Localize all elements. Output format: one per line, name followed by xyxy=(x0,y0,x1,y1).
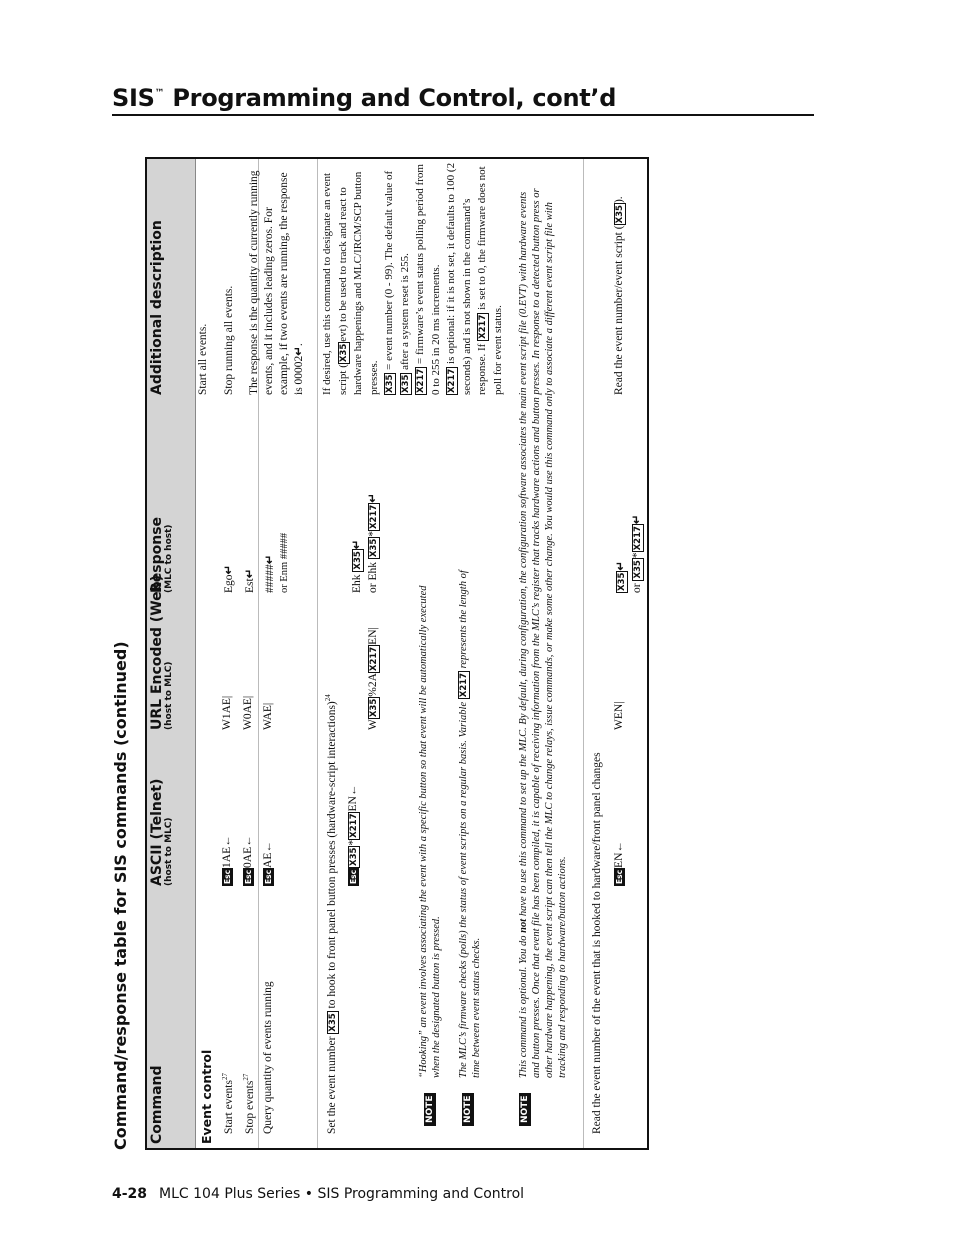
row-divider xyxy=(317,159,318,1148)
resp-query-events-alt: or Enm ##### xyxy=(279,532,290,593)
ascii-read-event: EscEN ← xyxy=(613,841,625,886)
note-optional: This command is optional. You do not have to use this command to set up the MLC. By default, during configuration, the configuration software associates the main event script file (0.EVT) with hardware events and button presses. Once that event file has been compiled, it is capable of receiving information from the MLC’s register that tracks hardware actions and button presses. In response to a detected button press or other hardware happening, the event script can then tell the MLC to change relays, issue commands, or make some other change. You would use this command only to associate a different event script file with tracking and responding to hardware/button actions. xyxy=(518,188,568,1078)
desc-stop-events: Stop running all events. xyxy=(223,285,235,395)
url-stop-events: W0AE| xyxy=(242,695,254,730)
ascii-set-event: EscX35*X217EN ← xyxy=(347,785,360,886)
header-response: Response (MLC to host) xyxy=(149,516,174,593)
page-number: 4-28 xyxy=(112,1186,148,1202)
desc-read-event: Read the event number/event script (X35). xyxy=(613,196,625,395)
page-title: SIS™ Programming and Control, cont’d xyxy=(112,84,617,112)
desc-start-events: Start all events. xyxy=(197,323,209,395)
cmd-stop-events: Stop events$^{27}$ xyxy=(242,1073,256,1134)
note-hooking: “Hooking” an event involves associating the event with a specific button so that event will be automatically executed when the designated button is pressed. xyxy=(418,585,442,1078)
url-start-events: W1AE| xyxy=(221,695,233,730)
resp-read-event-alt: or X35*X217 ↵ xyxy=(629,514,644,593)
ascii-query-events: EscAE ← xyxy=(262,841,274,886)
note-badge: NOTE xyxy=(519,1093,531,1126)
resp-stop-events: Est ↵ xyxy=(242,569,256,593)
note-badge: NOTE xyxy=(462,1093,474,1126)
command-table xyxy=(145,157,649,1150)
title-rule xyxy=(112,114,814,116)
header-description: Additional description xyxy=(149,220,165,395)
resp-read-event: X35 ↵ xyxy=(613,561,628,593)
table-caption: Command/response table for SIS commands (continued) xyxy=(111,641,130,1150)
resp-set-event-alt: or Ehk X35*X217 ↵ xyxy=(365,493,380,593)
desc-set-event: If desired, use this command to designate an event script (X35evt) to be used to track and react to hardware happenings and MLC/IRCM/SCP button presses. X35 = event number (0 - 99). The default value of X35 after a system reset is 255. X217 = firmware’s event status polling period from 0 to 255 in 20 ms increments. X217 is optional: if it is not set, it defaults to 100 (2 seconds) and is not shown in the command’s response. If X217 is set to 0, the firmware does not poll for event status. xyxy=(321,162,504,395)
cmd-read-event: Read the event number of the event that is hooked to hardware/front panel changes xyxy=(591,752,603,1134)
page-footer xyxy=(112,1186,524,1202)
note-polling: The MLC’s firmware checks (polls) the status of event scripts on a regular basis. Variable X217 represents the length of time between event status checks. xyxy=(458,570,482,1078)
footer-text: MLC 104 Plus Series • SIS Programming and Control xyxy=(159,1186,525,1202)
table-header xyxy=(147,159,196,1148)
ascii-stop-events: Esc0AE ← xyxy=(242,835,254,886)
resp-query-events: ##### ↵ xyxy=(262,555,276,593)
cmd-set-event: Set the event number X35 to hook to front panel button presses (hardware-script interactions)$^{24}$ xyxy=(324,694,338,1134)
url-set-event: WX35%2AX217EN| xyxy=(367,627,379,730)
header-ascii: ASCII (Telnet) (host to MLC) xyxy=(149,778,174,886)
cmd-query-events: Query quantity of events running xyxy=(262,981,274,1134)
note-badge: NOTE xyxy=(424,1093,436,1126)
command-table-container xyxy=(111,157,649,1150)
desc-query-events: The response is the quantity of currently running events, and it includes leading zeros. For example, if two events are running, the response is 00002 ↵. xyxy=(247,165,307,395)
ascii-start-events: Esc1AE ← xyxy=(221,835,233,886)
resp-set-event: Ehk X35 ↵ xyxy=(349,540,364,593)
header-command: Command xyxy=(149,1065,165,1144)
url-query-events: WAE| xyxy=(262,702,274,730)
cmd-start-events: Start events$^{27}$ xyxy=(221,1073,235,1134)
header-url: URL Encoded (Web) (host to MLC) xyxy=(149,574,174,730)
url-read-event: WEN| xyxy=(613,701,625,730)
resp-start-events: Ego ↵ xyxy=(221,565,235,593)
row-divider xyxy=(583,159,584,1148)
section-event-control: Event control xyxy=(199,1049,214,1144)
